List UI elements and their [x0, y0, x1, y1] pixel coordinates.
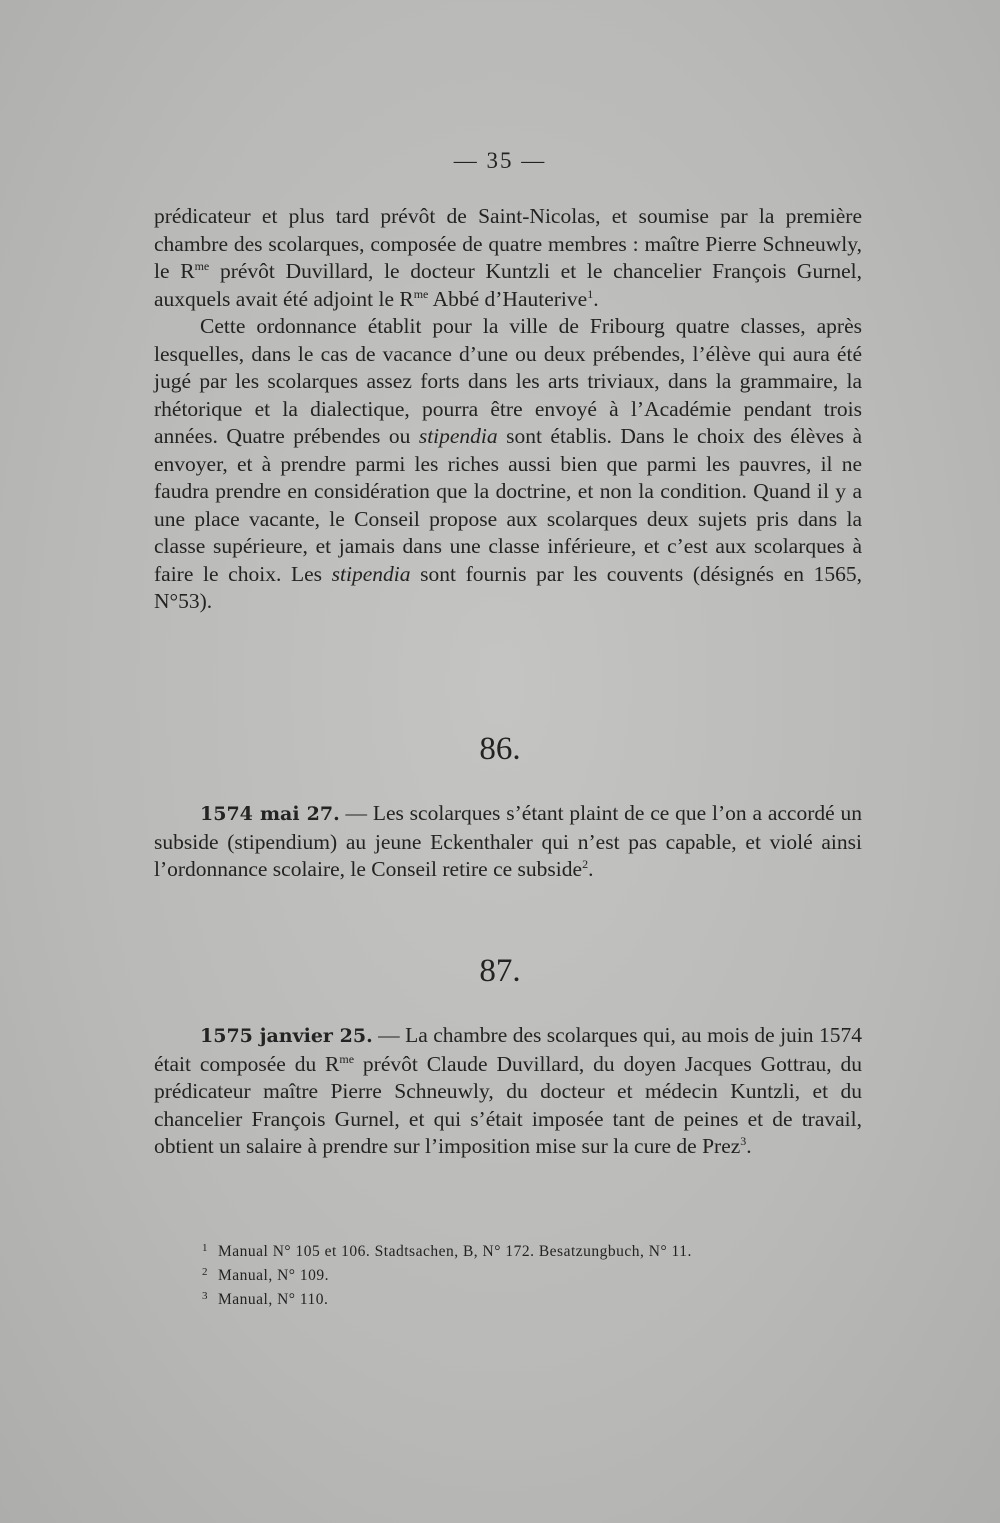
footnote-text: Manual, N° 110.	[218, 1291, 329, 1308]
footnote-ref: 2	[582, 857, 589, 871]
text-run: prédicateur et plus tard prévôt de Saint-Nicolas, et soumise par la première chambre des scolarques, composée de quatre membres : maître Pierre Schneuwly, le R	[154, 204, 862, 283]
paragraph	[154, 203, 862, 313]
footnote	[202, 1286, 842, 1310]
superscript: me	[194, 259, 210, 273]
text-run: — Les scolarques s’étant plaint de ce que l’on a accordé un subside (stipendium) au jeune Eckenthaler qui n’est pas capable, et violé ainsi l’ordonnance scolaire, le Conseil retire ce subside	[154, 801, 862, 881]
italic-term: stipendia	[331, 561, 411, 586]
superscript: me	[413, 286, 429, 301]
text-run: .	[746, 1134, 752, 1158]
footnote	[202, 1262, 842, 1286]
italic-term: stipendia	[418, 424, 498, 448]
text-run: sont fournis par les couvents (désignés en 1565, N°53).	[154, 561, 862, 613]
text-run: .	[593, 286, 599, 311]
page-number: — 35 —	[453, 148, 547, 173]
entry-87	[154, 1022, 862, 1161]
entry-number: 87.	[479, 953, 521, 989]
footnote-mark: 1	[202, 1242, 208, 1254]
paragraph	[154, 800, 862, 884]
footnote-mark: 2	[202, 1266, 208, 1278]
footnote-ref: 3	[740, 1134, 747, 1148]
footnotes	[202, 1238, 842, 1310]
footnote-text: Manual N° 105 et 106. Stadtsachen, B, N° 172. Besatzungbuch, N° 11.	[218, 1243, 692, 1260]
text-run: prévôt Claude Duvillard, du doyen Jacques Gottrau, du prédicateur maître Pierre Schneuwly, du docteur et médecin Kuntzli, et du chancelier François Gurnel, et qui s’était imposée tant de peines et de travail, obtient un salaire à prendre sur l’imposition mise sur la cure de Prez	[154, 1051, 862, 1158]
entry-date: 1575 janvier 25.	[200, 1025, 373, 1047]
text-run: Cette ordonnance établit pour la ville de Fribourg quatre classes, après lesquelles, dans le cas de vacance d’une ou deux prébendes, l’élève qui aura été jugé par les scolarques assez forts dans les arts triviaux, dans la grammaire, la rhétorique et la dialectique, pourra être envoyé à l’Académie pendant trois années. Quatre prébendes ou	[154, 314, 862, 448]
paragraph	[154, 1022, 862, 1161]
text-run: .	[588, 857, 594, 881]
entry-date: 1574 mai 27.	[200, 803, 340, 825]
entry-number: 86.	[479, 731, 521, 767]
paragraph	[154, 313, 862, 616]
footnote-mark: 3	[202, 1290, 208, 1302]
text-run: — La chambre des scolarques qui, au mois de juin 1574 était composée du R	[154, 1023, 862, 1076]
text-run: prévôt Duvillard, le docteur Kuntzli et le chancelier François Gurnel, auxquels avait été adjoint le R	[154, 259, 862, 311]
section-continued-text	[154, 203, 862, 616]
text-run: sont établis. Dans le choix des élèves à envoyer, et à prendre parmi les riches aussi bien que parmi les pauvres, il ne faudra prendre en considération que la doctrine, et non la condition. Quand il y a une place vacante, le Conseil propose aux scolarques deux sujets pris dans la classe supérieure, et jamais dans une classe inférieure, et c’est aux scolarques à faire le choix. Les	[154, 424, 862, 586]
footnote-ref: 1	[587, 286, 594, 301]
entry-86	[154, 800, 862, 884]
superscript: me	[339, 1051, 355, 1066]
footnote-text: Manual, N° 109.	[218, 1267, 329, 1284]
text-run: Abbé d’Hauterive	[428, 286, 588, 311]
footnote	[202, 1238, 842, 1262]
